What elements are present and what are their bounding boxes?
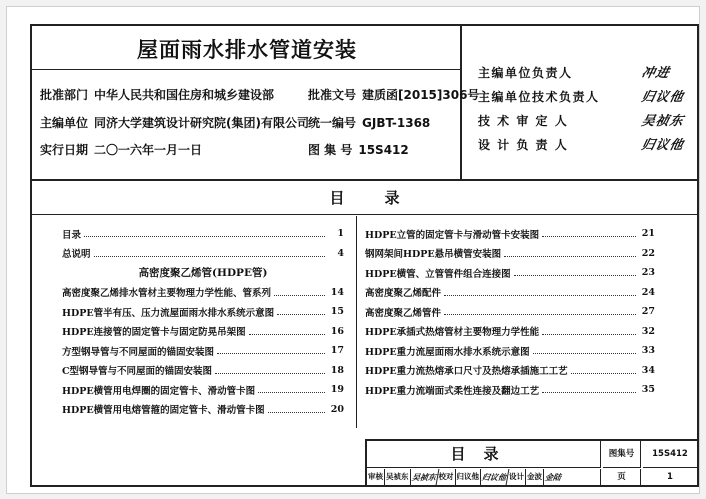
toc-heading: 目录	[32, 181, 697, 215]
atlas-no-label: 图 集 号	[308, 143, 353, 157]
responsible-role-3: 技 术 审 定 人	[478, 114, 569, 128]
toc-entry[interactable]: 目录 1	[62, 228, 344, 241]
cover-header	[32, 26, 697, 181]
toc-entry[interactable]: HDPE横管用电熔管箍的固定管卡、滑动管卡图 20	[62, 403, 344, 417]
approval-doc-value: 建质函[2015]306号	[362, 88, 480, 102]
reviewer-name: 吴祯东	[385, 469, 411, 485]
title-block-name: 目录	[367, 441, 601, 468]
unified-no-label: 统一编号	[308, 116, 357, 130]
responsibles-panel	[464, 26, 697, 179]
responsible-role-4: 设 计 负 责 人	[478, 138, 569, 152]
proofreader-signature: 归议他	[480, 469, 510, 485]
reviewer-signature: 吴祯东	[409, 469, 439, 485]
signature-3: 吴祯东	[639, 114, 686, 129]
review-label: 审核	[367, 469, 385, 485]
responsible-role-1: 主编单位负责人	[478, 66, 573, 80]
toc-entry[interactable]: 总说明 4	[62, 247, 344, 261]
toc-entry[interactable]: HDPE横管用电焊圈的固定管卡、滑动管卡图 19	[62, 384, 344, 397]
signature-2: 归议他	[639, 90, 686, 105]
toc-entry[interactable]: HDPE重力流端面式柔性连接及翻边工艺 35	[365, 384, 655, 397]
toc-entry[interactable]: 高密度聚乙烯排水管材主要物理力学性能、管系列 14	[62, 286, 344, 300]
toc-entry[interactable]: C型钢导管与不同屋面的锚固安装图 18	[62, 364, 344, 378]
designer-signature: 金陆	[544, 472, 562, 482]
designer-name: 金波	[526, 469, 544, 485]
toc-entry[interactable]: HDPE横管、立管管件组合连接图 23	[365, 267, 655, 280]
toc-column-divider	[356, 216, 357, 428]
drawing-frame	[30, 24, 699, 487]
signature-row	[367, 469, 601, 485]
toc-entry[interactable]: HDPE管半有压、压力流屋面雨水排水系统示意图 15	[62, 306, 344, 319]
toc-entry[interactable]: HDPE连接管的固定管卡与固定防晃吊架图 16	[62, 325, 344, 339]
responsible-role-2: 主编单位技术负责人	[478, 90, 600, 104]
toc-entry[interactable]: 高密度聚乙烯管件 27	[365, 306, 655, 319]
page-value-cell: 1	[667, 472, 673, 482]
approval-dept-label: 批准部门	[40, 88, 89, 102]
atlas-no-label-cell: 图集号	[603, 441, 641, 468]
editor-unit-value: 同济大学建筑设计研究院(集团)有限公司	[94, 116, 309, 130]
signature-1: 冲进	[639, 66, 672, 81]
atlas-no	[308, 141, 409, 158]
toc-entry[interactable]: 钢网架间HDPE悬吊横管安装图 22	[365, 247, 655, 261]
editor-unit	[40, 114, 309, 131]
approval-dept	[40, 86, 274, 103]
design-label: 设计	[508, 469, 526, 485]
title-block	[365, 439, 697, 485]
toc-entry[interactable]: 高密度聚乙烯配件 24	[365, 286, 655, 300]
toc-left-column	[62, 224, 344, 419]
toc-entry[interactable]: 方型钢导管与不同屋面的锚固安装图 17	[62, 345, 344, 358]
effective-date	[40, 141, 202, 158]
approval-dept-value: 中华人民共和国住房和城乡建设部	[94, 88, 275, 102]
drawing-sheet	[6, 6, 700, 494]
effective-date-label: 实行日期	[40, 143, 89, 157]
toc-right-column	[365, 224, 655, 400]
editor-unit-label: 主编单位	[40, 116, 89, 130]
proofread-label: 校对	[438, 469, 456, 485]
toc-entry[interactable]: HDPE重力流屋面雨水排水系统示意图 33	[365, 345, 655, 358]
unified-no	[308, 114, 430, 131]
toc-section-heading: 高密度聚乙烯管(HDPE管)	[138, 267, 268, 280]
atlas-no-value: 15S412	[358, 143, 409, 157]
toc-entry[interactable]: HDPE立管的固定管卡与滑动管卡安装图 21	[365, 228, 655, 241]
approval-doc	[308, 86, 479, 103]
atlas-no-value-cell: 15S412	[643, 441, 697, 468]
toc-entry[interactable]: HDPE承插式热熔管材主要物理力学性能 32	[365, 325, 655, 339]
approval-doc-label: 批准文号	[308, 88, 357, 102]
toc-entry[interactable]: HDPE重力流热熔承口尺寸及热熔承插施工工艺 34	[365, 364, 655, 378]
signature-4: 归议他	[639, 138, 686, 153]
header-info-panel	[32, 26, 480, 179]
proofreader-name: 归议他	[456, 469, 482, 485]
document-title: 屋面雨水排水管道安装	[32, 30, 462, 70]
page-label-cell: 页	[603, 469, 641, 485]
effective-date-value: 二〇一六年一月一日	[94, 143, 203, 157]
unified-no-value: GJBT-1368	[362, 116, 431, 130]
